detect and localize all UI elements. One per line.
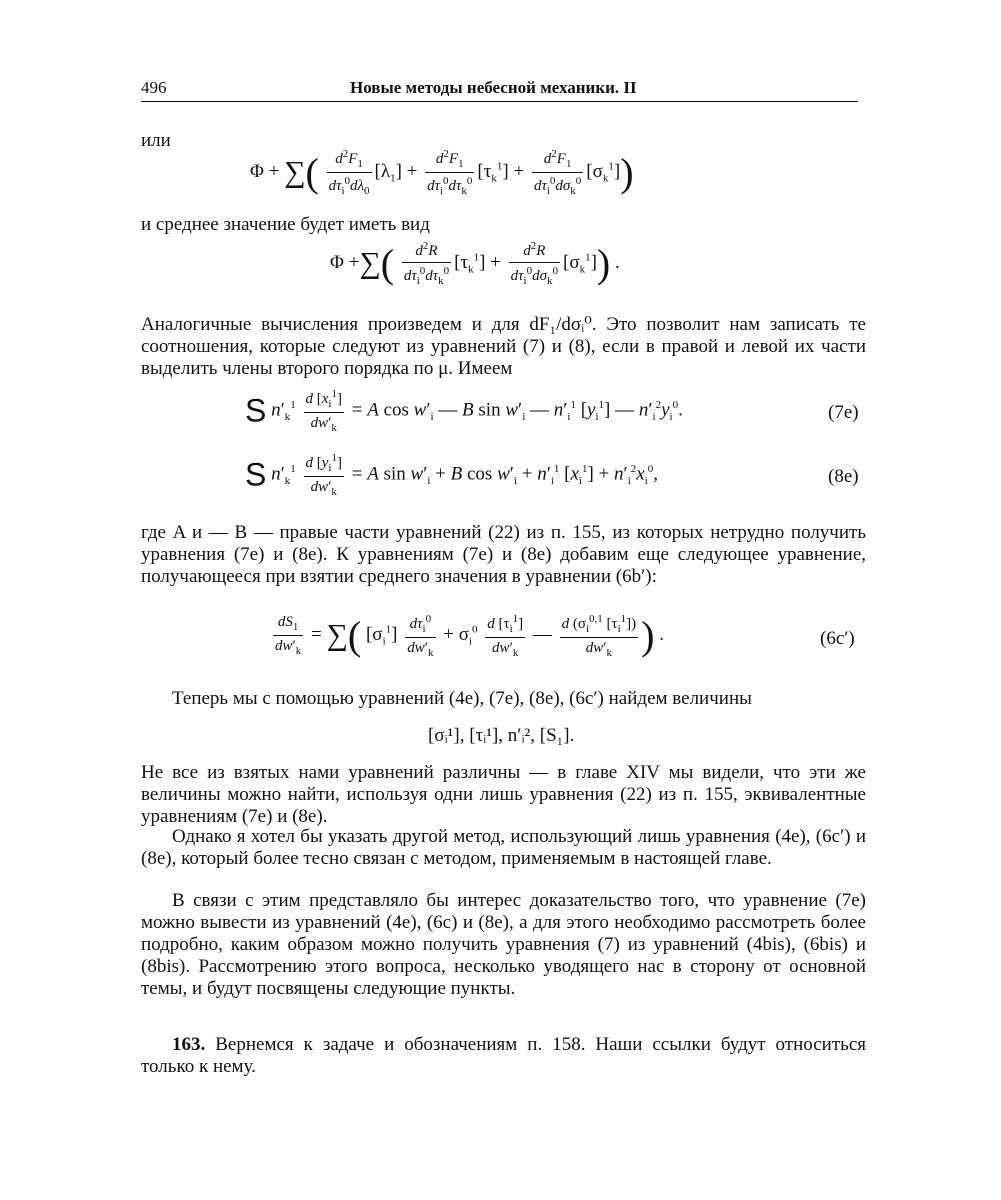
equation-7e: S $n'_k^1$ $\frac{d [x_i^1]}{dw'_k}$ = A $\cos w'_i$ — B $\sin w'_i$ — $n'_i^1$ $[y_i^1]$ — $n'_i^2y_i^0$.: [245, 388, 683, 434]
equation-6c-label: (6c′): [820, 628, 855, 649]
equation-phi-sum-2: Φ +∑( $\frac{d^2R}{d\tau_i^0d\tau_k^0}$ $[\tau_k^1]$ + $\frac{d^2R}{d\tau_i^0d\sigma_k^0}$ $[\sigma_k^1]$) .: [330, 240, 620, 287]
header-rule: [141, 101, 858, 102]
paragraph-2: где A и — B — правые части уравнений (22) из п. 155, из которых нетрудно получить уравнения (7e) и (8e). К уравнениям (7e) и (8e) добавим еще следующее уравнение, получающееся при взятии среднего значения в уравнении (6b′):: [141, 522, 866, 587]
section-163-paragraph: [141, 1034, 866, 1078]
paragraph-6: В связи с этим представляло бы интерес доказательство того, что уравнение (7e) можно вывести из уравнений (4e), (6c) и (8e), а для этого необходимо рассмотреть более подробно, каким образом можно получить уравнения (7) из уравнений (4bis), (6bis) и (8bis). Рассмотрению этого вопроса, несколько уводящего нас в сторону от основной темы, и будут посвящены следующие пункты.: [141, 890, 866, 999]
paragraph-3: Теперь мы с помощью уравнений (4e), (7e), (8e), (6c′) найдем величины: [172, 688, 752, 709]
equation-phi-sum-1: Φ + ∑( $\frac{d^2F_1}{d\tau_i^0d\lambda_0}$ $[\lambda_1]$ + $\frac{d^2F_1}{d\tau_i^0d\tau_k^0}$ $[\tau_k^1]$ + $\frac{d^2F_1}{d\tau_i^0d\sigma_k^0}$ $[\sigma_k^1]$): [250, 148, 634, 197]
text-ili: или: [141, 130, 171, 151]
equation-6c-prime: $\frac{dS_1}{dw'_k}$ = ∑( $[\sigma_i^1]$ $\frac{d\tau_i^0}{dw'_k}$ + $\sigma_i^0$ $\frac{d [\tau_i^1]}{dw'_k}$ — $\frac{d (\sigma_i^{0,1} [\tau_i^1])}{dw'_k}$ ) .: [275, 612, 664, 659]
text-mean-value: и среднее значение будет иметь вид: [141, 214, 430, 235]
paragraph-4: Не все из взятых нами уравнений различны — в главе XIV мы видели, что эти же величины можно найти, используя одни лишь уравнения (22) из п. 155, эквивалентные уравнениям (7e) и (8e).: [141, 762, 866, 827]
page-number: 496: [141, 78, 167, 97]
running-title: Новые методы небесной механики. II: [350, 78, 637, 97]
paragraph-7: Вернемся к задаче и обозначениям п. 158. Наши ссылки будут относиться только к нему.: [141, 1034, 866, 1077]
equation-8e-label: (8e): [828, 466, 859, 487]
paragraph-5: Однако я хотел бы указать другой метод, использующий лишь уравнения (4e), (6c′) и (8e), который более тесно связан с методом, применяемым в настоящей главе.: [141, 826, 866, 869]
quantities-line: [σᵢ¹], [τᵢ¹], n′ᵢ², [S₁].: [428, 725, 575, 746]
equation-8e: S $n'_k^1$ $\frac{d [y_i^1]}{dw'_k}$ = A $\sin w'_i + B$ $\cos w'_i + n'_i^1$ $[x_i^1] + n'_i^2x_i^0$,: [245, 452, 658, 498]
paragraph-1: Аналогичные вычисления произведем и для dF₁/dσᵢ⁰. Это позволит нам записать те соотношения, которые следуют из уравнений (7) и (8), если в правой и левой их части выделить члены второго порядка по μ. Имеем: [141, 314, 866, 379]
equation-7e-label: (7e): [828, 402, 859, 423]
section-number: 163.: [172, 1034, 206, 1055]
